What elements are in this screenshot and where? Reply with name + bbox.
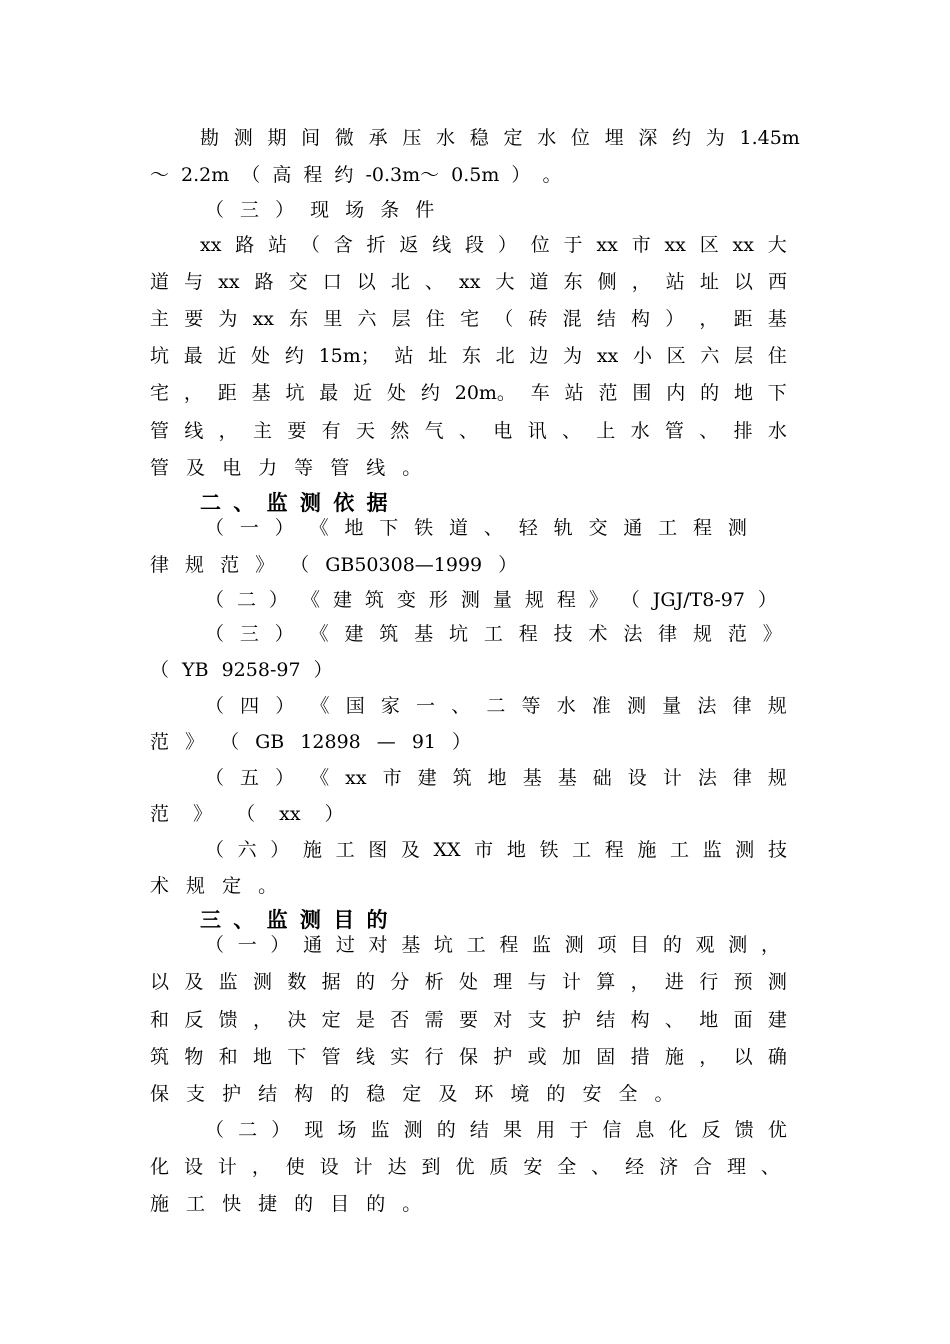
text-line: xx 路 站 （ 含 折 返 线 段 ） 位 于 xx 市 xx 区 xx 大 xyxy=(200,234,787,256)
text-line: （ 六 ） 施 工 图 及 XX 市 地 铁 工 程 施 工 监 测 技 xyxy=(205,839,787,861)
text-line: （ 五 ） 《 xx 市 建 筑 地 基 基 础 设 计 法 律 规 xyxy=(205,767,787,789)
text-line: 术 规 定 。 xyxy=(150,875,278,897)
text-line: ～ 2.2m （ 高 程 约 -0.3m～ 0.5m ） 。 xyxy=(150,164,562,186)
text-line: （ 二 ） 《 建 筑 变 形 测 量 规 程 》 （ JGJ/T8-97 ） xyxy=(205,589,777,611)
text-line: （ YB 9258-97 ） xyxy=(150,659,333,681)
text-line: 管 线 ， 主 要 有 天 然 气 、 电 讯 、 上 水 管 、 排 水 xyxy=(150,420,787,442)
text-line: 筑 物 和 地 下 管 线 实 行 保 护 或 加 固 措 施 ， 以 确 xyxy=(150,1046,787,1068)
text-line: 律 规 范 》 （ GB50308—1999 ） xyxy=(150,554,518,576)
text-line: 以 及 监 测 数 据 的 分 析 处 理 与 计 算 ， 进 行 预 测 xyxy=(150,971,787,993)
text-line: 管 及 电 力 等 管 线 。 xyxy=(150,457,422,479)
text-line: 和 反 馈 ， 决 定 是 否 需 要 对 支 护 结 构 、 地 面 建 xyxy=(150,1009,787,1031)
text-line: 道 与 xx 路 交 口 以 北 、 xx 大 道 东 侧 ， 站 址 以 西 xyxy=(150,271,787,293)
text-line: 主 要 为 xx 东 里 六 层 住 宅 （ 砖 混 结 构 ） ， 距 基 xyxy=(150,308,787,330)
text-line: 宅 ， 距 基 坑 最 近 处 约 20m。 车 站 范 围 内 的 地 下 xyxy=(150,382,787,404)
text-line: 化 设 计 ， 使 设 计 达 到 优 质 安 全 、 经 济 合 理 、 xyxy=(150,1156,780,1178)
text-line: 勘 测 期 间 微 承 压 水 稳 定 水 位 埋 深 约 为 1.45m xyxy=(200,127,800,149)
text-line: （ 一 ） 通 过 对 基 坑 工 程 监 测 项 目 的 观 测 ， xyxy=(205,934,780,956)
text-line: （ 四 ） 《 国 家 一 、 二 等 水 准 测 量 法 律 规 xyxy=(205,695,787,717)
text-line: （ 二 ） 现 场 监 测 的 结 果 用 于 信 息 化 反 馈 优 xyxy=(205,1119,787,1141)
text-line: 范 》 （ xx ） xyxy=(150,803,344,825)
text-line: 范 》 （ GB 12898 — 91 ） xyxy=(150,731,472,753)
text-line: （ 三 ） 《 建 筑 基 坑 工 程 技 术 法 律 规 范 》 xyxy=(205,623,782,645)
section-subheading: （ 三 ） 现 场 条 件 xyxy=(205,199,435,221)
text-line: （ 一 ） 《 地 下 铁 道 、 轻 轨 交 通 工 程 测 xyxy=(205,517,747,539)
text-line: 坑 最 近 处 约 15m； 站 址 东 北 边 为 xx 小 区 六 层 住 xyxy=(150,345,787,367)
section-heading: 三 、 监 测 目 的 xyxy=(200,907,388,932)
section-heading: 二 、 监 测 依 据 xyxy=(200,490,388,515)
text-line: 保 支 护 结 构 的 稳 定 及 环 境 的 安 全 。 xyxy=(150,1083,674,1105)
text-line: 施 工 快 捷 的 目 的 。 xyxy=(150,1193,422,1215)
